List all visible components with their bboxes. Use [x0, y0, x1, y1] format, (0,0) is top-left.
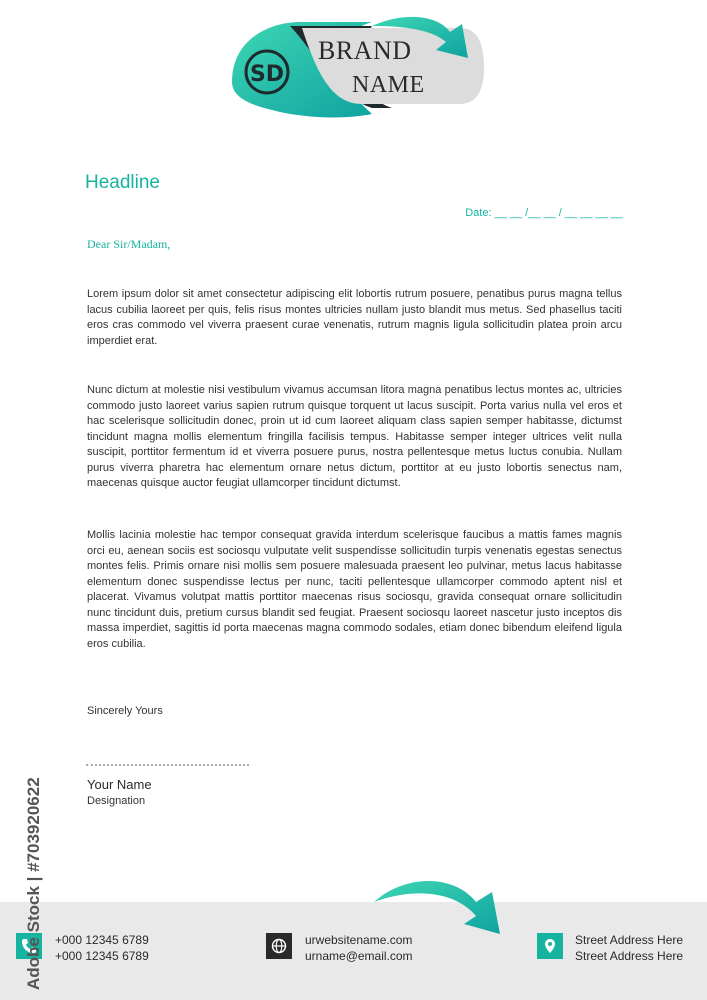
address-line-1: Street Address Here: [575, 933, 684, 947]
brand-name-line1: BRAND: [318, 36, 412, 65]
footer-address: [575, 932, 683, 964]
stock-watermark-id: Adobe Stock | #703920622: [24, 777, 43, 990]
brand-name-line2: NAME: [352, 72, 425, 98]
body-paragraph-1: Lorem ipsum dolor sit amet consectetur adipiscing elit lobortis rutrum posuere, penatibus purus magna tellus lacus cubilia laoreet per quis, felis risus montes ultricies nullam justo blandit mus metus. Sed phasellus taciti eros cras commodo vel viverra praesent curae venenatis, rutrum magnis ligula sollicitudin platea proin arcu imperdiet erat.: [87, 288, 622, 347]
body-paragraph-3: Mollis lacinia molestie hac tempor consequat gravida interdum scelerisque faucibus a mattis fames magnis orci eu, aenean sociis est sociosqu vulputate velit suspendisse sollicitudin turpis venenatis egestas senectus montes felis. Primis ornare nisi mollis sem posuere malesuada praesent leo pulvinar, metus lacus habitasse elementum donec suspendisse lectus per nunc, taciti pellentesque ullamcorper commodo aptent nisl et placerat. Vivamus volutpat mattis porttitor maecenas risus sociosqu, gravida consequat ornare sollicitudin nunc tincidunt duis, pretium cursus blandit sed feugiat. Praesent sociosqu laoreet nascetur justo inceptos dis massa imperdiet, sagittis id porta maecenas magna commodo sodales, etiam donec bibendum eleifend ligula eros cubilia.: [87, 529, 622, 650]
signer-designation: Designation: [87, 795, 146, 807]
footer-phones: [55, 932, 149, 964]
signature-line: [86, 764, 249, 766]
phone-number-1[interactable]: +000 12345 6789: [55, 933, 149, 947]
footer-web-contact: [305, 932, 413, 964]
phone-number-2[interactable]: +000 12345 6789: [55, 949, 149, 963]
website-link[interactable]: urwebsitename.com: [305, 933, 413, 947]
email-link[interactable]: urname@email.com: [305, 949, 413, 963]
logo-monogram: SD: [249, 62, 285, 87]
signer-name: Your Name: [87, 777, 152, 792]
closing: Sincerely Yours: [87, 705, 163, 717]
location-pin-icon: [537, 933, 563, 959]
brand-logo-shape: [222, 14, 484, 122]
date-field: Date: __ __ /__ __ / __ __ __ __: [465, 207, 623, 219]
body-paragraph-2: Nunc dictum at molestie nisi vestibulum vivamus accumsan litora magna penatibus lectus montes ac, ultricies commodo justo laoreet varius sapien rutrum quisque torquent ut lacus suscipit. Porta varius nulla vel eros et hac scelerisque sollicitudin donec, proin ut id cum laoreet aliquam class sapien semper habitasse, dictumst tincidunt magna mollis elementum fringilla facilisis tempus. Habitasse semper integer ultrices velit nulla suscipit, porttitor fermentum id et viverra posuere purus, nostra pellentesque metus luctus conubia. Nullam purus viverra pharetra hac elementum ornare netus dictum, porttitor at eu justo lobortis senectus nam, maecenas quisque auctor feugiat ullamcorper tincidunt dictumst.: [87, 384, 622, 489]
salutation: Dear Sir/Madam,: [87, 237, 171, 251]
globe-icon: [266, 933, 292, 959]
address-line-2: Street Address Here: [575, 949, 684, 963]
headline: Headline: [85, 172, 160, 193]
